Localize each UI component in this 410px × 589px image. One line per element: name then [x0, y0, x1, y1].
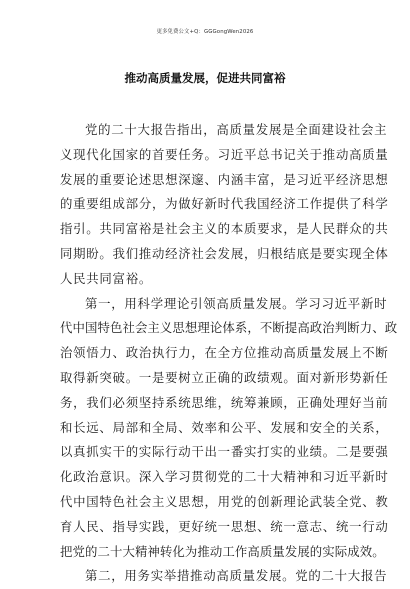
paragraph-2 — [60, 292, 398, 565]
paragraph-1 — [60, 118, 389, 292]
text-line: 治领悟力、政治执行力，在全方位推动高质量发展上不断 — [60, 345, 389, 361]
document-body — [60, 118, 398, 589]
text-line: 代中国特色社会主义思想，用党的创新理论武装全党、教 — [60, 493, 389, 509]
header-note: 更多免费公文+Q：GGGongWen2026 — [156, 29, 254, 35]
text-line: 党的二十大报告指出，高质量发展是全面建设社会主 — [85, 122, 388, 137]
text-line: 务，我们必须坚持系统思维，统筹兼顾，正确处理好当前 — [60, 394, 389, 410]
text-line: 以真抓实干的实际行动干出一番实打实的业绩。二是要强 — [60, 444, 389, 460]
document-title: 推动高质量发展，促进共同富裕 — [124, 71, 286, 85]
text-line: 把党的二十大精神转化为推动工作高质量发展的实际成效。 — [60, 543, 385, 559]
text-line: 育人民、指导实践，更好统一思想、统一意志、统一行动 — [60, 518, 389, 534]
text-line: 和长远、局部和全局、效率和公平、发展和安全的关系， — [60, 419, 389, 435]
text-line: 化政治意识。深入学习贯彻党的二十大精神和习近平新时 — [60, 469, 389, 485]
paragraph-3 — [60, 564, 388, 589]
text-line: 人民共同富裕。 — [60, 270, 152, 286]
text-line: 第一，用科学理论引领高质量发展。学习习近平新时 — [85, 295, 388, 311]
text-line: 第二，用务实举措推动高质量发展。党的二十大报告 — [85, 568, 388, 584]
text-line: 代中国特色社会主义思想理论体系，不断提高政治判断力、政 — [60, 320, 398, 336]
text-line: 的重要组成部分，为做好新时代我国经济工作提供了科学 — [60, 196, 389, 212]
text-line: 同期盼。我们推动经济社会发展，归根结底是要实现全体 — [60, 245, 389, 261]
text-line: 发展的重要论述思想深邃、内涵丰富，是习近平经济思想 — [60, 171, 389, 187]
text-line: 取得新突破。一是要树立正确的政绩观。面对新形势新任 — [60, 369, 389, 385]
text-line: 义现代化国家的首要任务。习近平总书记关于推动高质量 — [60, 146, 389, 162]
text-line: 指引。共同富裕是社会主义的本质要求，是人民群众的共 — [60, 221, 389, 237]
